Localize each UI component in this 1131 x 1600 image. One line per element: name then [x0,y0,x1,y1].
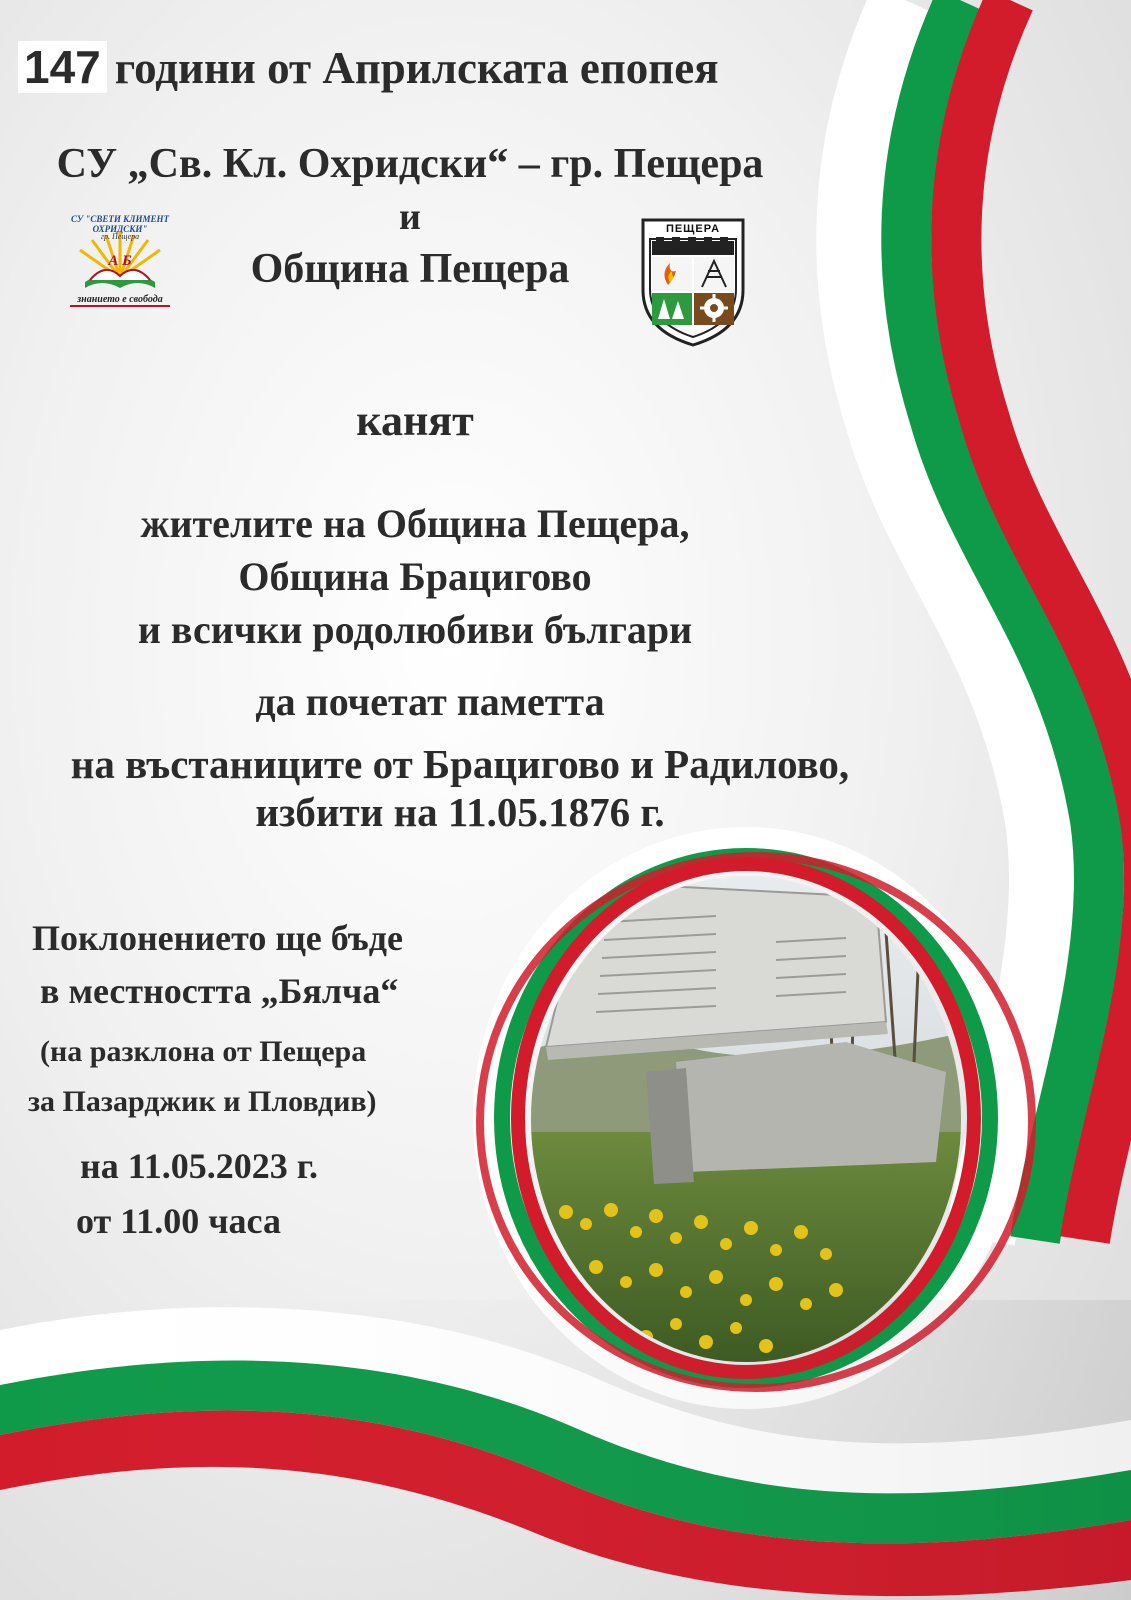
headline-text: години от Априлската епопея [114,43,719,93]
conjunction: и [399,196,421,238]
municipality-name: Община Пещера [250,246,570,292]
school-logo [50,210,190,310]
municipality-crest [638,215,748,350]
killed-date-line: избити на 11.05.1876 г. [255,789,665,835]
school-logo-letters: А Б [108,253,132,269]
ceremony-line-1: Поклонението ще бъде [32,918,403,958]
ceremony-date: на 11.05.2023 г. [80,1146,319,1186]
school-logo-arc-text: СУ "СВЕТИ КЛИМЕНТ ОХРИДСКИ" [71,214,169,234]
memorial-monument-photo [526,872,966,1367]
residents-line-3: и всички родолюбиви българи [137,607,693,652]
invite-word: канят [356,396,474,445]
residents-line-1: жителите на Община Пещера, [140,501,690,546]
rebels-line: на въстаниците от Брацигово и Радилово, [70,741,850,787]
school-name: СУ „Св. Кл. Охридски“ – гр. Пещера [56,141,764,187]
anniversary-number: 147 [18,41,107,93]
pestera-coat-of-arms-icon [638,215,748,350]
directions-line-1: (на разклона от Пещера [40,1035,367,1068]
ceremony-location: в местността „Бялча“ [40,971,399,1011]
honor-line: да почетат паметта [255,679,605,724]
crest-title: ПЕЩЕРА [665,223,721,235]
directions-line-2: за Пазарджик и Пловдив) [28,1085,377,1118]
headline [18,40,719,94]
school-logo-motto: знанието е свобода [77,294,163,305]
school-logo-town: гр. Пещера [100,232,140,241]
residents-line-2: Община Брацигово [238,554,592,599]
ceremony-time: от 11.00 часа [76,1201,281,1241]
